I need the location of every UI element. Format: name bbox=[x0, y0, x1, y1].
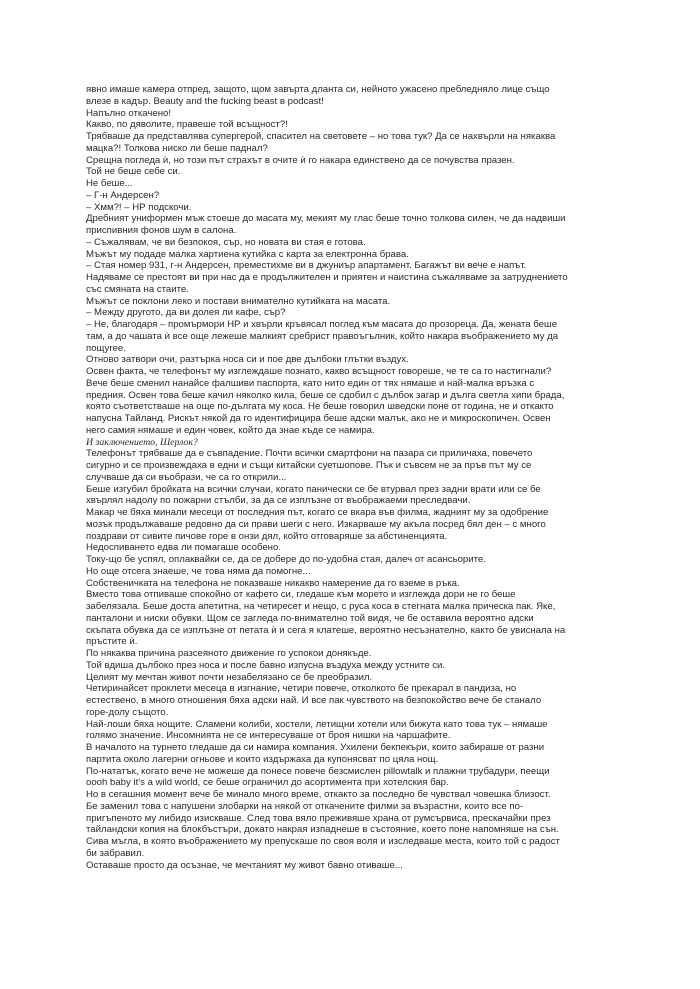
text-line: Вместо това отпиваше спокойно от кафето си, гледаше към морето и изглежда дори не го беше bbox=[86, 589, 516, 601]
text-line: там, а до чашата ѝ все още лежеше малкият сребрист правоъгълник, който накара въображението му да bbox=[86, 330, 559, 342]
text-line: която съответстваше на още по-дългата му коса. Не беше говорил шведски поне от година, не и откакто bbox=[86, 401, 554, 413]
text-line: В началото на турнето гледаше да си намира компания. Ухилени бекпекъри, които забираше от разни bbox=[86, 742, 545, 753]
text-line: – Между другото, да ви долея ли кафе, сър? bbox=[86, 307, 286, 319]
text-line: Недоспиването едва ли помагаше особено. bbox=[86, 542, 281, 554]
text-line: явно имаше камера отпред, защото, щом завърта дланта си, нейното ужасено пребледняло лице също bbox=[86, 84, 550, 95]
text-line: Но в сегашния момент вече бе минало много време, откакто за последно бе чувствал човешка близост. bbox=[86, 789, 551, 800]
text-line: – Не, благодаря – промърмори НР и хвърли кръвясал поглед към масата до прозореца. Да, жената беше bbox=[86, 319, 558, 330]
text-line: – Хмм?! – НР подскочи. bbox=[86, 201, 192, 213]
text-line: Срещна погледа ѝ, но този път страхът в очите ѝ го накара единствено да се почувства празен. bbox=[86, 154, 515, 166]
text-line: тайландски копия на блокбъстъри, докато накрая изпаднеше в състояние, което поне напомняше на сън. bbox=[86, 824, 559, 836]
text-line: Сива мъгла, в която въображението му препускаше по своя воля и изследваше места, които той с радост bbox=[86, 836, 560, 847]
text-line: Целият му мечтан живот почти незабелязано се бе преобразил. bbox=[86, 671, 373, 683]
text-line: oooh baby it's a wild world, се беше ограничил до асортимента при хотелския бар. bbox=[86, 777, 449, 789]
text-line: със смяната на стаите. bbox=[86, 283, 189, 295]
text-line: случваше да си въобрази, че са го открили... bbox=[86, 471, 287, 483]
text-line: Отново затвори очи, разтърка носа си и пое две дълбоки глътки въздух. bbox=[86, 354, 409, 366]
text-line: поздрави от сивите пичове горе в онзи дял, който отговаряше за абстиненцията. bbox=[86, 530, 448, 542]
text-line: – Г-н Андерсен? bbox=[86, 189, 160, 201]
text-line: Какво, по дяволите, правеше той всъщност?! bbox=[86, 119, 288, 131]
text-line: По-нататък, когато вече не можеше да понесе повече безсмислен pillowtalk и плажни трубадури, пеещи bbox=[86, 765, 550, 777]
text-line: пощуree. bbox=[86, 342, 126, 354]
text-line: голямо значение. Инсомнията не се интересуваше от броя нишки на чаршафите. bbox=[86, 730, 451, 742]
text-line: Мъжът се поклони леко и постави внимателно кутийката на масата. bbox=[86, 295, 391, 307]
text-line: партита около лагерни огньове и които издържаха да купонясват по цяла нощ. bbox=[86, 753, 439, 765]
text-line: Вече беше сменил нанайсе фалшиви паспорта, като нито един от тях нямаше и най-малка връзка с bbox=[86, 377, 535, 389]
document-body bbox=[86, 84, 621, 871]
text-line: Той не беше себе си. bbox=[86, 166, 181, 178]
text-line: него самия нямаше и един човек, който да знае къде се намира. bbox=[86, 424, 375, 436]
text-line: Надяваме се престоят ви при нас да е продължителен и приятен и наистина съжаляваме за затруднението bbox=[86, 272, 568, 283]
text-line: пръстите ѝ. bbox=[86, 636, 138, 648]
text-line: Бе заменил това с напушени злобарки на някой от откачените филми за възрастни, които все по- bbox=[86, 800, 524, 812]
text-line: сигурно и се произвеждаха в едни и същи китайски суетшопове. Пък и съвсем не за пръв път му се bbox=[86, 460, 532, 471]
text-line: – Съжалявам, че ви безпокоя, сър, но новата ви стая е готова. bbox=[86, 236, 366, 248]
text-line: пригъпеното му либидо изискваше. След това вяло преживяше храна от румсървиса, прескачайки през bbox=[86, 812, 551, 824]
text-line: Трябваше да представлява супергерой, спасител на световете – но това тук? Да се нахвърли на някаква bbox=[86, 131, 556, 142]
text-line: И заключението, Шерлок? bbox=[86, 436, 198, 448]
text-line: Освен факта, че телефонът му изглеждаше познато, какво всъщност говореше, че те са го настигнали? bbox=[86, 366, 552, 377]
text-line: приспивния фонов шум в салона. bbox=[86, 225, 237, 236]
text-line: влезе в кадър. Beauty and the fucking beast в podcast! bbox=[86, 95, 324, 107]
text-line: мацка?! Толкова ниско ли беше паднал? bbox=[86, 142, 268, 154]
text-line: напусна Тайланд. Рискът някой да го идентифицира беше адски малък, ако не и микроскопичен. Освен bbox=[86, 413, 551, 424]
text-line: Четиринайсет проклети месеца в изгнание, четири повече, отколкото бе прекарал в пандиза, но bbox=[86, 683, 517, 695]
text-line: мозък продължаваше редовно да си прави шеги с него. Изкарваше му акъла посред бял ден – с много bbox=[86, 518, 546, 530]
text-line: Телефонът трябваше да е съвпадение. Почти всички смартфони на пазара си приличаха, повечето bbox=[86, 448, 533, 460]
text-line: забелязала. Беше доста апетитна, на четиресет и нещо, с руса коса в стегната малка прическа пак. Яке, bbox=[86, 601, 556, 612]
text-line: Напълно откачено! bbox=[86, 107, 172, 119]
text-line: панталони и ниски обувки. Щом се загледа по-внимателно той видя, че бе оставила вероятно адски bbox=[86, 612, 534, 624]
text-line: Най-лоши бяха нощите. Сламени колиби, хостели, летищни хотели или бижута като това тук – нямаше bbox=[86, 718, 548, 730]
text-line: – Стая номер 931, г-н Андерсен, преместихме ви в джуниър апартамент. Багажът ви вече е напът. bbox=[86, 260, 527, 272]
text-line: скъпата обувка да се изплъзне от петата ѝ и сега я клатеше, вероятно несъзнателно, както бе увиснала на bbox=[86, 624, 566, 636]
text-line: Беше изгубил бройката на всички случаи, когато панически се бе втурвал през задни врати или се бе bbox=[86, 483, 541, 495]
text-line: Току-що бе успял, оплаквайки се, да се добере до по-удобна стая, далеч от асансьорите. bbox=[86, 554, 486, 565]
text-line: Макар че бяха минали месеци от последния път, когато се вкара във филма, жадният му за одобрение bbox=[86, 507, 549, 518]
text-line: Той вдиша дълбоко през носа и после бавно изпусна въздуха между устните си. bbox=[86, 659, 446, 671]
text-line: би забравил. bbox=[86, 847, 145, 859]
text-line: предния. Освен това беше качил няколко кила, беше се сдобил с дълбок загар и дълга светла хипи брада, bbox=[86, 389, 565, 401]
text-line: Не беше... bbox=[86, 178, 133, 189]
text-line: Собственичката на телефона не показваше никакво намерение да го вземе в ръка. bbox=[86, 577, 460, 589]
text-line: хвърлял надолу по пожарни стълби, за да се изплъзне от въображаеми преследвачи. bbox=[86, 495, 471, 507]
text-line: Оставаше просто да осъзнае, че мечтаният му живот бавно отиваше... bbox=[86, 859, 403, 871]
text-line: горе-долу същото. bbox=[86, 706, 169, 718]
text-line: Дребният униформен мъж стоеше до масата му, мекият му глас беше точно толкова силен, че да надвиши bbox=[86, 213, 566, 225]
text-line: естествено, в много отношения бяха адски най. И все пак чувството на безпокойство вече бе станало bbox=[86, 695, 542, 706]
text-line: Мъжът му подаде малка хартиена кутийка с карта за електронна брава. bbox=[86, 248, 409, 260]
text-line: Но още отсега знаеше, че това няма да помогне... bbox=[86, 565, 311, 577]
text-line: По някаква причина разсеяното движение го успокои донякъде. bbox=[86, 648, 372, 659]
